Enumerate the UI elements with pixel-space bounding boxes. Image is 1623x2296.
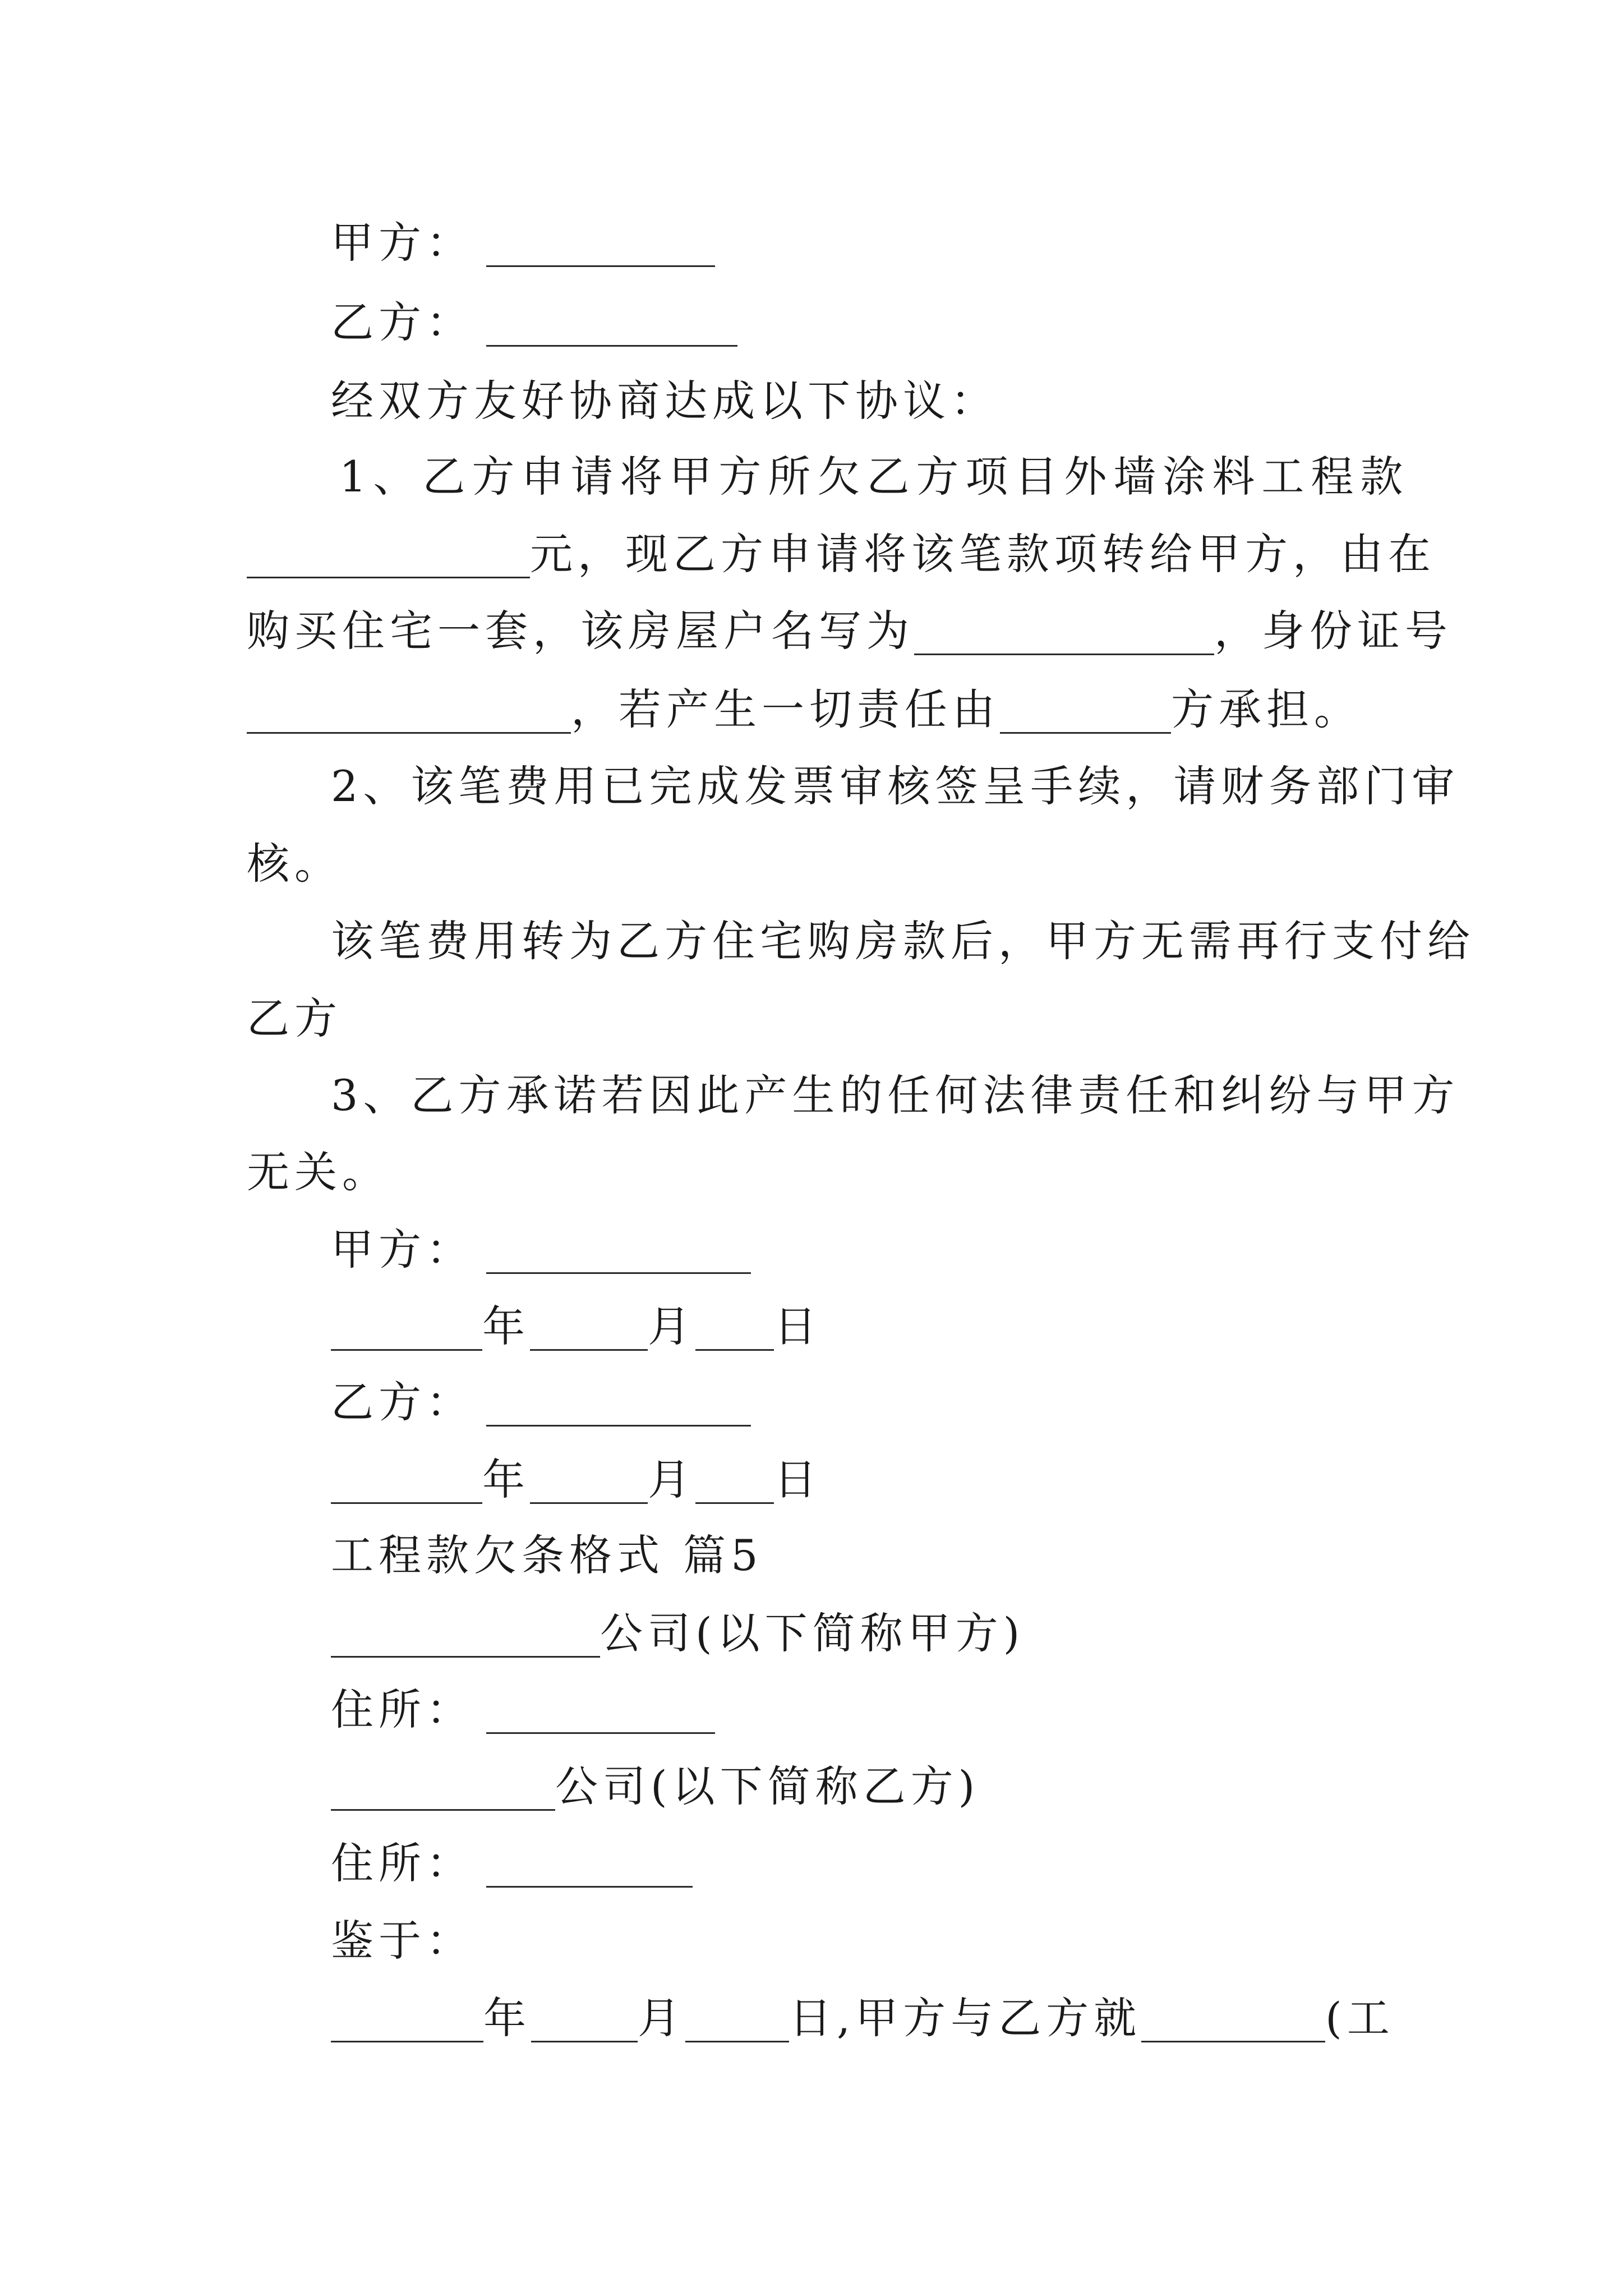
clause-2-text-b: 核。 (247, 839, 342, 889)
month-label-b: 月 (648, 1455, 695, 1504)
responsible-party-blank[interactable] (1000, 676, 1171, 734)
month-label-a: 月 (648, 1301, 695, 1351)
month-blank-b[interactable] (530, 1446, 648, 1504)
paragraph-text-b: 乙方 (247, 993, 342, 1043)
project-name-blank[interactable] (1141, 1985, 1325, 2042)
address-b-blank[interactable] (486, 1830, 693, 1888)
open-paren-text: (工 (1325, 1993, 1395, 2043)
amount-blank[interactable] (247, 521, 530, 578)
agreement-month-blank[interactable] (531, 1985, 638, 2042)
agreement-date-line (331, 1985, 1395, 2052)
intro-line (331, 367, 998, 435)
section-heading (331, 1522, 763, 1589)
signature-party-a-label: 甲方： (331, 1225, 474, 1274)
id-number-blank[interactable] (247, 676, 571, 734)
agreement-year-blank[interactable] (331, 1985, 483, 2042)
signature-party-a-blank[interactable] (486, 1216, 751, 1274)
owner-name-blank[interactable] (914, 597, 1214, 655)
day-label-b: 日 (774, 1455, 822, 1504)
date-line-a (331, 1293, 822, 1360)
clause-3-line-1 (331, 1062, 1459, 1129)
clause-2-line-2 (247, 830, 342, 898)
year-label-a: 年 (482, 1301, 530, 1351)
address-b-line (331, 1830, 693, 1897)
day-blank-a[interactable] (695, 1293, 774, 1351)
clause-1-text-d1: ，若产生一切责任由 (571, 684, 1000, 734)
agreement-day-text: 日,甲方与乙方就 (789, 1993, 1142, 2043)
signature-party-b-label: 乙方： (331, 1377, 474, 1427)
year-label-b: 年 (482, 1455, 530, 1504)
clause-1-line-3 (247, 597, 1453, 665)
address-a-blank[interactable] (486, 1676, 715, 1734)
party-a-label: 甲方： (331, 218, 474, 268)
day-blank-b[interactable] (695, 1446, 774, 1504)
address-a-label: 住所： (331, 1685, 474, 1734)
paragraph-line-1 (331, 908, 1475, 975)
party-a-blank[interactable] (486, 209, 715, 267)
company-a-text: 公司(以下简称甲方) (600, 1608, 1025, 1658)
year-blank-a[interactable] (331, 1293, 482, 1351)
company-a-line (331, 1600, 1025, 1667)
intro-text: 经双方友好协商达成以下协议： (331, 376, 998, 426)
clause-1-text-d2: 方承担。 (1171, 684, 1362, 734)
party-a-line (331, 209, 715, 277)
clause-1-text-c2: ，身份证号 (1214, 606, 1453, 656)
company-a-blank[interactable] (331, 1600, 600, 1658)
address-a-line (331, 1676, 715, 1743)
paragraph-text-a: 该笔费用转为乙方住宅购房款后，甲方无需再行支付给 (331, 916, 1475, 966)
day-label-a: 日 (774, 1301, 822, 1351)
whereas-text: 鉴于： (331, 1916, 474, 1966)
agreement-year-label: 年 (483, 1993, 531, 2043)
party-b-label: 乙方： (331, 297, 474, 347)
company-b-text: 公司(以下简称乙方) (555, 1761, 980, 1811)
month-blank-a[interactable] (530, 1293, 648, 1351)
date-line-b (331, 1446, 822, 1513)
clause-2-line-1 (331, 753, 1459, 820)
clause-3-line-2 (247, 1139, 390, 1206)
paragraph-line-2 (247, 985, 342, 1052)
clause-1-line-2 (247, 521, 1436, 588)
party-b-line (331, 289, 737, 356)
address-b-label: 住所： (331, 1838, 474, 1888)
clause-1-line-4 (247, 676, 1362, 743)
clause-3-text-b: 无关。 (247, 1147, 390, 1197)
clause-1-text-a: 1、乙方申请将甲方所欠乙方项目外墙涂料工程款 (339, 452, 1410, 501)
section-heading-text: 工程款欠条格式 篇5 (331, 1530, 763, 1580)
party-b-blank[interactable] (486, 289, 737, 347)
company-b-blank[interactable] (331, 1753, 555, 1811)
whereas-line (331, 1907, 474, 1975)
agreement-month-label: 月 (638, 1993, 685, 2043)
signature-party-b-line (331, 1369, 751, 1436)
clause-3-text-a: 3、乙方承诺若因此产生的任何法律责任和纠纷与甲方 (331, 1070, 1460, 1120)
signature-party-b-blank[interactable] (486, 1369, 751, 1427)
company-b-line (331, 1753, 980, 1820)
year-blank-b[interactable] (331, 1446, 482, 1504)
signature-party-a-line (331, 1216, 751, 1283)
clause-2-text-a: 2、该笔费用已完成发票审核签呈手续，请财务部门审 (331, 761, 1460, 811)
clause-1-line-1 (339, 443, 1409, 510)
clause-1-text-b: 元，现乙方申请将该笔款项转给甲方，由在 (530, 529, 1436, 579)
agreement-day-blank[interactable] (685, 1985, 789, 2042)
clause-1-text-c1: 购买住宅一套，该房屋户名写为 (247, 606, 914, 656)
